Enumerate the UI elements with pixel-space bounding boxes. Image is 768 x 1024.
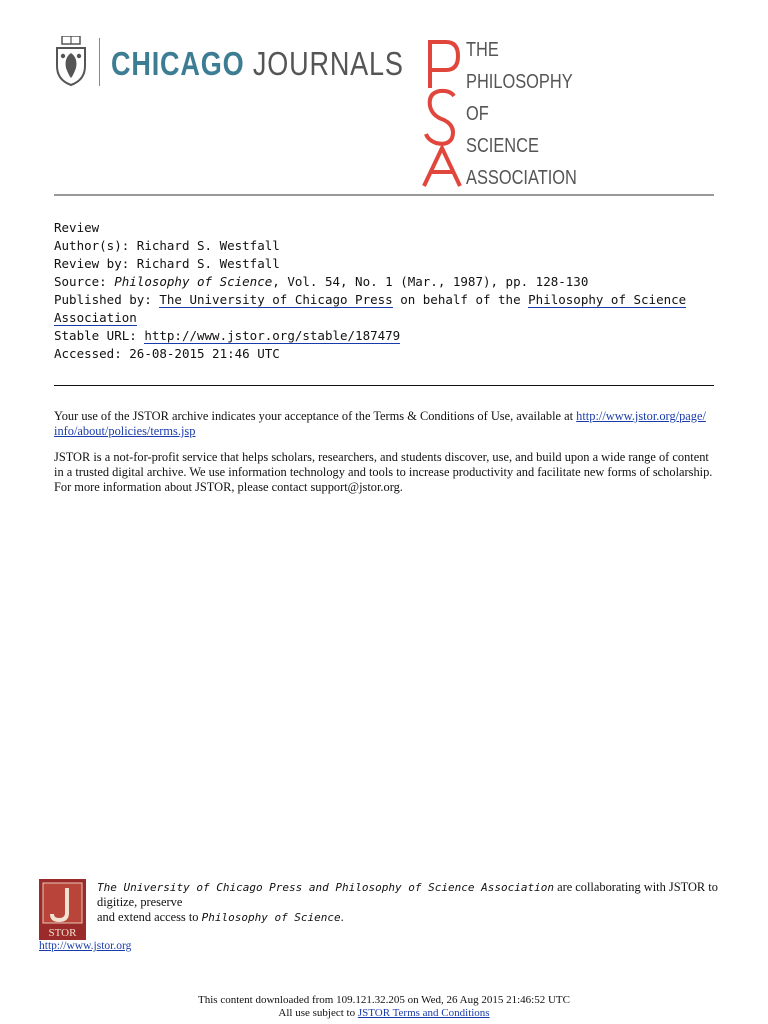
publisher-link[interactable]: The University of Chicago Press <box>159 292 393 307</box>
association-row <box>54 309 714 327</box>
logo-separator <box>99 38 100 86</box>
stable-url-label: Stable URL: <box>54 328 137 343</box>
association-link-part1[interactable]: Philosophy of Science <box>528 292 687 307</box>
authors-row <box>54 237 714 255</box>
about-line-2: in a trusted digital archive. We use information technology and tools to increase productivity and facilitate new forms of scholarship. <box>54 465 713 479</box>
psa-logo-letters-icon <box>418 36 464 188</box>
psa-line-association: ASSOCIATION <box>466 167 577 189</box>
accessed-row <box>54 345 714 363</box>
terms-text: Your use of the JSTOR archive indicates your acceptance of the Terms & Conditions of Use, available at <box>54 409 577 423</box>
logo-word-chicago: CHICAGO <box>111 45 245 82</box>
authors-value: Richard S. Westfall <box>136 238 280 253</box>
collaboration-notice <box>97 880 727 925</box>
psa-line-of: OF <box>466 103 489 125</box>
metadata-divider <box>54 385 714 386</box>
source-journal: Philosophy of Science <box>114 274 273 289</box>
source-details: , Vol. 54, No. 1 (Mar., 1987), pp. 128-130 <box>272 274 589 289</box>
terms-link-part1[interactable]: http://www.jstor.org/page/ <box>576 409 706 423</box>
authors-label: Author(s): <box>54 238 130 253</box>
about-line-1: JSTOR is a not-for-profit service that helps scholars, researchers, and students discover, use, and build upon a wide range of content <box>54 450 709 464</box>
published-row <box>54 291 714 309</box>
jstor-logo-icon <box>39 879 86 940</box>
jstor-url <box>39 940 131 952</box>
jstor-home-link[interactable]: http://www.jstor.org <box>39 940 132 952</box>
published-label: Published by: <box>54 292 152 307</box>
psa-line-science: SCIENCE <box>466 135 539 157</box>
source-label: Source: <box>54 274 107 289</box>
footer-terms-link[interactable]: JSTOR Terms and Conditions <box>357 1007 490 1019</box>
review-by-row <box>54 255 714 273</box>
footer-terms-prefix: All use subject to <box>278 1007 358 1019</box>
collab-end: . <box>340 910 344 924</box>
collab-text-2: and extend access to <box>97 910 202 924</box>
item-type: Review <box>54 220 100 235</box>
footer-download-line: This content downloaded from 109.121.32.205 on Wed, 26 Aug 2015 21:46:52 UTC <box>198 994 570 1006</box>
on-behalf-text: on behalf of the <box>392 292 529 307</box>
jstor-logo-text: STOR <box>48 927 77 939</box>
about-jstor <box>54 450 714 495</box>
stable-url-row <box>54 327 714 345</box>
chicago-journals-crest-icon <box>54 36 88 86</box>
chicago-journals-logo <box>111 42 404 86</box>
accessed-value: 26-08-2015 21:46 UTC <box>129 346 280 361</box>
terms-link-part2[interactable]: info/about/policies/terms.jsp <box>54 424 196 438</box>
collab-orgs: The University of Chicago Press and Philosophy of Science Association <box>97 881 554 894</box>
review-by-label: Review by: <box>54 256 130 271</box>
accessed-label: Accessed: <box>54 346 122 361</box>
psa-line-the: THE <box>466 39 499 61</box>
association-link-part2[interactable]: Association <box>54 310 137 325</box>
download-footer <box>0 994 768 1020</box>
psa-logo-words <box>466 34 577 194</box>
header-divider <box>54 194 714 196</box>
stable-url-link[interactable]: http://www.jstor.org/stable/187479 <box>144 328 401 343</box>
psa-line-philosophy: PHILOSOPHY <box>466 71 573 93</box>
about-line-3: For more information about JSTOR, please contact support@jstor.org. <box>54 480 403 494</box>
collab-text-1: are collaborating with JSTOR to digitize, preserve <box>97 880 718 909</box>
review-by-value: Richard S. Westfall <box>136 256 280 271</box>
citation-metadata <box>54 219 714 363</box>
source-row <box>54 273 714 291</box>
terms-notice <box>54 409 714 439</box>
footer-terms-line <box>0 1007 768 1020</box>
logo-word-journals: JOURNALS <box>252 45 404 82</box>
collab-journal: Philosophy of Science <box>201 911 341 924</box>
